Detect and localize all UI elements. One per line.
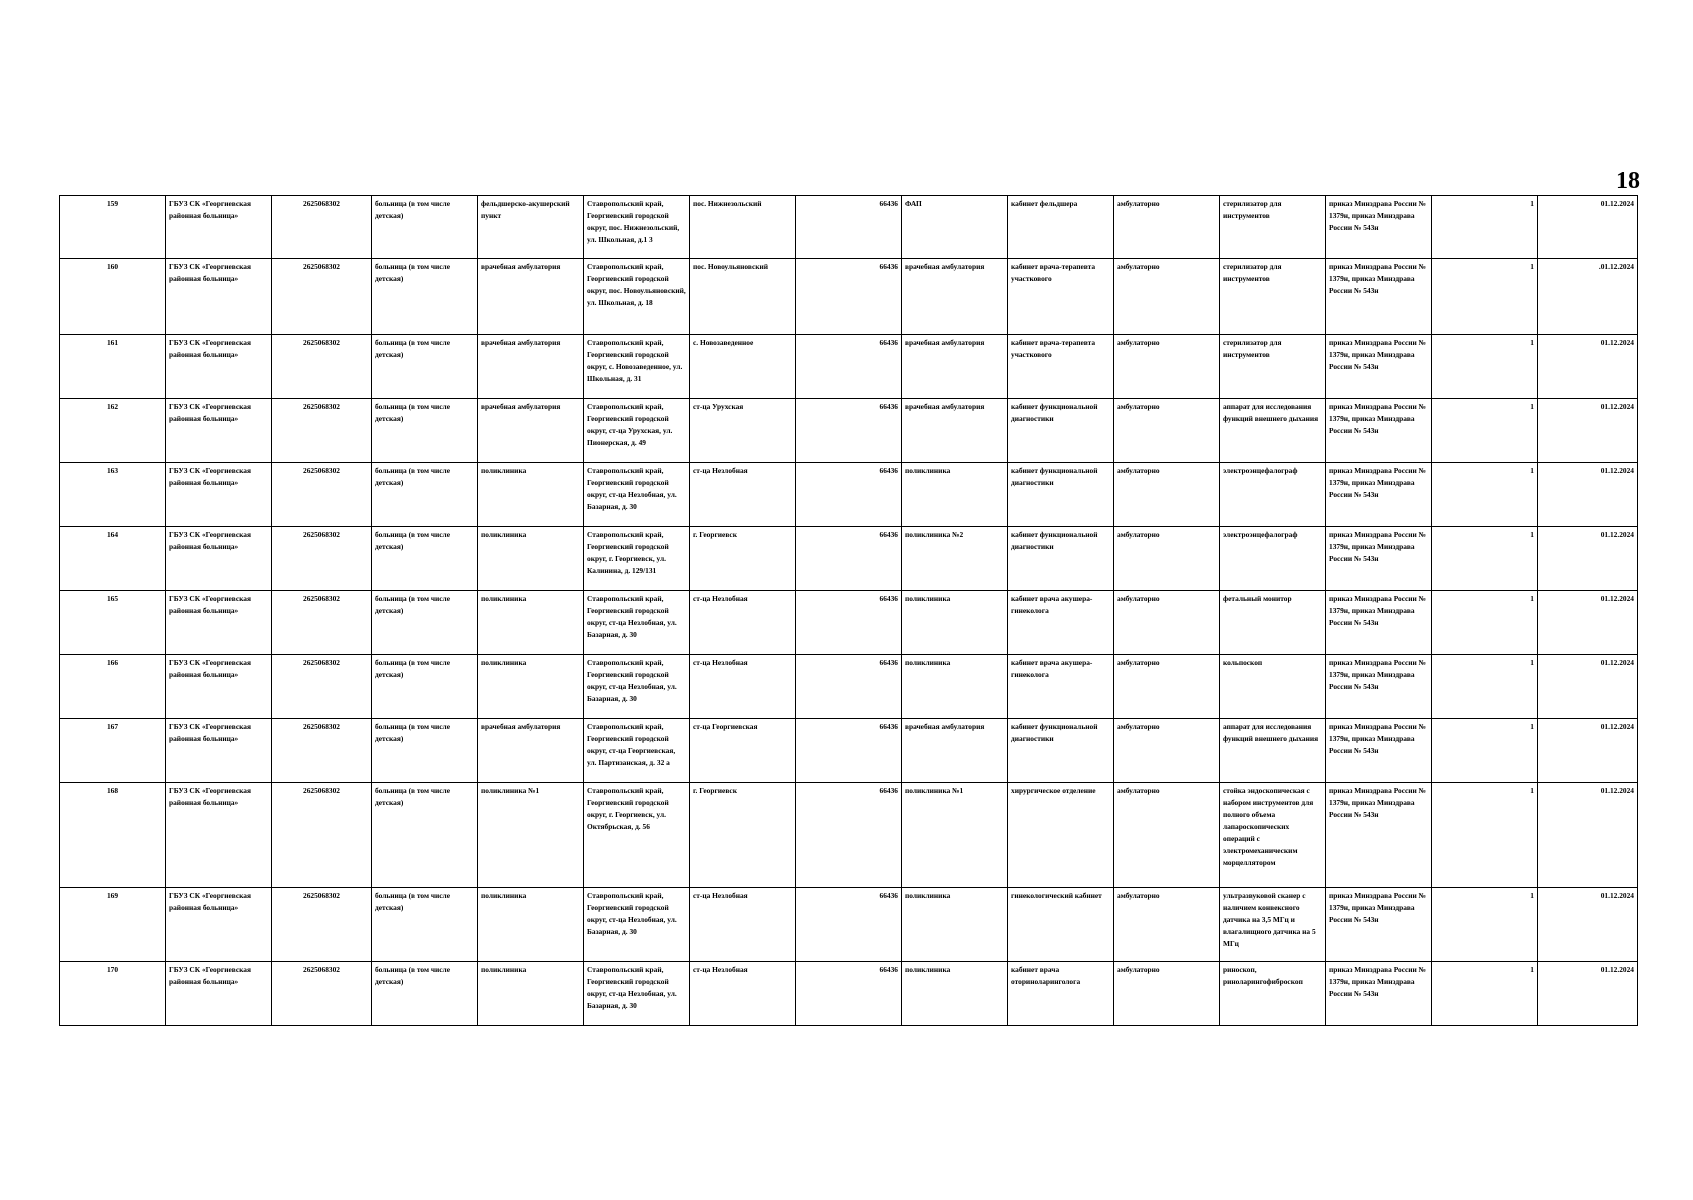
cell-care-mode: амбулаторно: [1114, 655, 1220, 719]
cell-quantity: 1: [1432, 259, 1538, 335]
cell-quantity: 1: [1432, 888, 1538, 962]
cell-organization: ГБУЗ СК «Георгиевская районная больница»: [166, 463, 272, 527]
cell-code: 66436: [796, 399, 902, 463]
cell-code: 66436: [796, 783, 902, 888]
cell-institution-type: больница (в том числе детская): [372, 463, 478, 527]
cell-date: 01.12.2024: [1538, 719, 1638, 783]
cell-institution-type: больница (в том числе детская): [372, 527, 478, 591]
cell-equipment: ультразвуковой сканер с наличием конвексного датчика на 3,5 МГц и влагалищного датчика на 5 МГц: [1220, 888, 1326, 962]
cell-address: Ставропольский край, Георгиевский городской округ, ст-ца Незлобная, ул. Базарная, д. 30: [584, 591, 690, 655]
cell-locality: пос. Нижнезольский: [690, 196, 796, 259]
cell-legal-basis: приказ Минздрава России № 1379н, приказ Минздрава России № 543н: [1326, 719, 1432, 783]
cell-room: кабинет врача акушера-гинеколога: [1008, 591, 1114, 655]
cell-organization: ГБУЗ СК «Георгиевская районная больница»: [166, 259, 272, 335]
cell-address: Ставропольский край, Георгиевский городской округ, пос. Нижнезольский, ул. Школьная, д.1 3: [584, 196, 690, 259]
cell-address: Ставропольский край, Георгиевский городской округ, ст-ца Георгиевская, ул. Партизанская, д. 32 а: [584, 719, 690, 783]
cell-address: Ставропольский край, Георгиевский городской округ, ст-ца Незлобная, ул. Базарная, д. 30: [584, 888, 690, 962]
cell-legal-basis: приказ Минздрава России № 1379н, приказ Минздрава России № 543н: [1326, 591, 1432, 655]
table-row: [60, 399, 1638, 463]
cell-equipment: электроэнцефалограф: [1220, 527, 1326, 591]
cell-care-mode: амбулаторно: [1114, 962, 1220, 1026]
cell-number: 170: [60, 962, 166, 1026]
cell-address: Ставропольский край, Георгиевский городской округ, с. Новозаведенное, ул. Школьная, д. 31: [584, 335, 690, 399]
cell-code: 66436: [796, 196, 902, 259]
page-number: 18: [1616, 168, 1640, 194]
cell-date: 01.12.2024: [1538, 399, 1638, 463]
cell-care-mode: амбулаторно: [1114, 335, 1220, 399]
cell-quantity: 1: [1432, 399, 1538, 463]
cell-inn: 2625068302: [272, 719, 372, 783]
cell-institution-type: больница (в том числе детская): [372, 783, 478, 888]
cell-date: 01.12.2024: [1538, 196, 1638, 259]
cell-inn: 2625068302: [272, 335, 372, 399]
cell-legal-basis: приказ Минздрава России № 1379н, приказ Минздрава России № 543н: [1326, 259, 1432, 335]
cell-quantity: 1: [1432, 719, 1538, 783]
cell-organization: ГБУЗ СК «Георгиевская районная больница»: [166, 196, 272, 259]
cell-code: 66436: [796, 888, 902, 962]
table-row: [60, 196, 1638, 259]
cell-organization: ГБУЗ СК «Георгиевская районная больница»: [166, 591, 272, 655]
cell-room: кабинет врача-терапевта участкового: [1008, 335, 1114, 399]
cell-organization: ГБУЗ СК «Георгиевская районная больница»: [166, 783, 272, 888]
cell-institution-type: больница (в том числе детская): [372, 591, 478, 655]
cell-room: кабинет врача-терапевта участкового: [1008, 259, 1114, 335]
cell-inn: 2625068302: [272, 888, 372, 962]
cell-organization: ГБУЗ СК «Георгиевская районная больница»: [166, 655, 272, 719]
cell-unit: врачебная амбулатория: [478, 399, 584, 463]
cell-care-mode: амбулаторно: [1114, 463, 1220, 527]
cell-date: 01.12.2024: [1538, 463, 1638, 527]
cell-inn: 2625068302: [272, 463, 372, 527]
cell-number: 162: [60, 399, 166, 463]
cell-unit: фельдшерско-акушерский пункт: [478, 196, 584, 259]
cell-number: 166: [60, 655, 166, 719]
cell-code: 66436: [796, 527, 902, 591]
cell-subdivision: поликлиника: [902, 655, 1008, 719]
cell-unit: врачебная амбулатория: [478, 719, 584, 783]
cell-room: хирургическое отделение: [1008, 783, 1114, 888]
cell-locality: г. Георгиевск: [690, 527, 796, 591]
cell-locality: ст-ца Георгиевская: [690, 719, 796, 783]
cell-number: 169: [60, 888, 166, 962]
cell-address: Ставропольский край, Георгиевский городской округ, ст-ца Урухская, ул. Пионерская, д. 49: [584, 399, 690, 463]
registry-table: [59, 195, 1638, 1026]
cell-quantity: 1: [1432, 335, 1538, 399]
table-row: [60, 655, 1638, 719]
cell-legal-basis: приказ Минздрава России № 1379н, приказ Минздрава России № 543н: [1326, 399, 1432, 463]
cell-number: 159: [60, 196, 166, 259]
cell-organization: ГБУЗ СК «Георгиевская районная больница»: [166, 719, 272, 783]
cell-institution-type: больница (в том числе детская): [372, 719, 478, 783]
cell-legal-basis: приказ Минздрава России № 1379н, приказ Минздрава России № 543н: [1326, 335, 1432, 399]
cell-equipment: электроэнцефалограф: [1220, 463, 1326, 527]
cell-code: 66436: [796, 655, 902, 719]
cell-number: 167: [60, 719, 166, 783]
cell-inn: 2625068302: [272, 259, 372, 335]
cell-subdivision: врачебная амбулатория: [902, 259, 1008, 335]
cell-legal-basis: приказ Минздрава России № 1379н, приказ Минздрава России № 543н: [1326, 196, 1432, 259]
cell-inn: 2625068302: [272, 527, 372, 591]
cell-date: 01.12.2024: [1538, 962, 1638, 1026]
table-row: [60, 335, 1638, 399]
cell-date: 01.12.2024: [1538, 888, 1638, 962]
table-row: [60, 591, 1638, 655]
cell-subdivision: поликлиника: [902, 888, 1008, 962]
cell-subdivision: поликлиника: [902, 463, 1008, 527]
cell-number: 163: [60, 463, 166, 527]
cell-legal-basis: приказ Минздрава России № 1379н, приказ Минздрава России № 543н: [1326, 783, 1432, 888]
cell-legal-basis: приказ Минздрава России № 1379н, приказ Минздрава России № 543н: [1326, 527, 1432, 591]
cell-organization: ГБУЗ СК «Георгиевская районная больница»: [166, 962, 272, 1026]
cell-code: 66436: [796, 591, 902, 655]
cell-inn: 2625068302: [272, 655, 372, 719]
cell-equipment: кольпоскоп: [1220, 655, 1326, 719]
table-row: [60, 719, 1638, 783]
cell-locality: г. Георгиевск: [690, 783, 796, 888]
cell-number: 165: [60, 591, 166, 655]
cell-equipment: стойка эндоскопическая с набором инструментов для полного объема лапароскопических операций с электромеханическим морцеллятором: [1220, 783, 1326, 888]
cell-unit: поликлиника: [478, 463, 584, 527]
cell-legal-basis: приказ Минздрава России № 1379н, приказ Минздрава России № 543н: [1326, 962, 1432, 1026]
cell-locality: ст-ца Незлобная: [690, 591, 796, 655]
cell-date: 01.12.2024: [1538, 655, 1638, 719]
cell-inn: 2625068302: [272, 399, 372, 463]
cell-unit: врачебная амбулатория: [478, 335, 584, 399]
cell-inn: 2625068302: [272, 591, 372, 655]
cell-code: 66436: [796, 463, 902, 527]
cell-subdivision: врачебная амбулатория: [902, 335, 1008, 399]
cell-institution-type: больница (в том числе детская): [372, 196, 478, 259]
cell-equipment: риноскоп, риноларингофиброскоп: [1220, 962, 1326, 1026]
cell-subdivision: врачебная амбулатория: [902, 399, 1008, 463]
cell-institution-type: больница (в том числе детская): [372, 655, 478, 719]
cell-quantity: 1: [1432, 655, 1538, 719]
cell-care-mode: амбулаторно: [1114, 888, 1220, 962]
table-row: [60, 259, 1638, 335]
cell-code: 66436: [796, 719, 902, 783]
cell-date: 01.12.2024: [1538, 783, 1638, 888]
cell-care-mode: амбулаторно: [1114, 259, 1220, 335]
cell-quantity: 1: [1432, 591, 1538, 655]
cell-legal-basis: приказ Минздрава России № 1379н, приказ Минздрава России № 543н: [1326, 655, 1432, 719]
cell-number: 161: [60, 335, 166, 399]
cell-care-mode: амбулаторно: [1114, 783, 1220, 888]
cell-inn: 2625068302: [272, 196, 372, 259]
cell-subdivision: поликлиника: [902, 962, 1008, 1026]
cell-legal-basis: приказ Минздрава России № 1379н, приказ Минздрава России № 543н: [1326, 888, 1432, 962]
cell-code: 66436: [796, 259, 902, 335]
cell-number: 160: [60, 259, 166, 335]
cell-care-mode: амбулаторно: [1114, 719, 1220, 783]
cell-equipment: стерилизатор для инструментов: [1220, 335, 1326, 399]
cell-unit: поликлиника: [478, 888, 584, 962]
cell-equipment: аппарат для исследования функций внешнего дыхания: [1220, 399, 1326, 463]
cell-date: 01.12.2024: [1538, 527, 1638, 591]
cell-equipment: фетальный монитор: [1220, 591, 1326, 655]
cell-address: Ставропольский край, Георгиевский городской округ, ст-ца Незлобная, ул. Базарная, д. 30: [584, 655, 690, 719]
cell-organization: ГБУЗ СК «Георгиевская районная больница»: [166, 335, 272, 399]
cell-subdivision: ФАП: [902, 196, 1008, 259]
cell-room: кабинет врача оториноларинголога: [1008, 962, 1114, 1026]
table-body: [60, 196, 1638, 1026]
cell-organization: ГБУЗ СК «Георгиевская районная больница»: [166, 399, 272, 463]
cell-locality: ст-ца Незлобная: [690, 463, 796, 527]
cell-date: 01.12.2024: [1538, 591, 1638, 655]
cell-date: .01.12.2024: [1538, 259, 1638, 335]
cell-code: 66436: [796, 335, 902, 399]
cell-quantity: 1: [1432, 196, 1538, 259]
cell-locality: с. Новозаведенное: [690, 335, 796, 399]
cell-care-mode: амбулаторно: [1114, 196, 1220, 259]
cell-organization: ГБУЗ СК «Георгиевская районная больница»: [166, 888, 272, 962]
table-row: [60, 783, 1638, 888]
cell-subdivision: врачебная амбулатория: [902, 719, 1008, 783]
cell-locality: ст-ца Урухская: [690, 399, 796, 463]
cell-unit: врачебная амбулатория: [478, 259, 584, 335]
table-row: [60, 962, 1638, 1026]
cell-institution-type: больница (в том числе детская): [372, 888, 478, 962]
cell-address: Ставропольский край, Георгиевский городской округ, ст-ца Незлобная, ул. Базарная, д. 30: [584, 962, 690, 1026]
cell-institution-type: больница (в том числе детская): [372, 335, 478, 399]
table-row: [60, 527, 1638, 591]
cell-locality: пос. Новоульяновский: [690, 259, 796, 335]
cell-legal-basis: приказ Минздрава России № 1379н, приказ Минздрава России № 543н: [1326, 463, 1432, 527]
cell-address: Ставропольский край, Георгиевский городской округ, пос. Новоульяновский, ул. Школьная, д. 18: [584, 259, 690, 335]
cell-institution-type: больница (в том числе детская): [372, 962, 478, 1026]
cell-unit: поликлиника: [478, 591, 584, 655]
cell-subdivision: поликлиника: [902, 591, 1008, 655]
cell-unit: поликлиника: [478, 962, 584, 1026]
table-row: [60, 463, 1638, 527]
cell-room: кабинет функциональной диагностики: [1008, 399, 1114, 463]
table-row: [60, 888, 1638, 962]
cell-number: 168: [60, 783, 166, 888]
cell-subdivision: поликлиника №2: [902, 527, 1008, 591]
cell-room: кабинет функциональной диагностики: [1008, 527, 1114, 591]
cell-care-mode: амбулаторно: [1114, 591, 1220, 655]
cell-care-mode: амбулаторно: [1114, 399, 1220, 463]
cell-equipment: аппарат для исследования функций внешнего дыхания: [1220, 719, 1326, 783]
cell-quantity: 1: [1432, 463, 1538, 527]
cell-locality: ст-ца Незлобная: [690, 888, 796, 962]
cell-organization: ГБУЗ СК «Георгиевская районная больница»: [166, 527, 272, 591]
cell-locality: ст-ца Незлобная: [690, 655, 796, 719]
cell-date: 01.12.2024: [1538, 335, 1638, 399]
cell-inn: 2625068302: [272, 962, 372, 1026]
cell-room: кабинет фельдшера: [1008, 196, 1114, 259]
cell-equipment: стерилизатор для инструментов: [1220, 196, 1326, 259]
cell-care-mode: амбулаторно: [1114, 527, 1220, 591]
cell-quantity: 1: [1432, 783, 1538, 888]
cell-address: Ставропольский край, Георгиевский городской округ, ст-ца Незлобная, ул. Базарная, д. 30: [584, 463, 690, 527]
cell-address: Ставропольский край, Георгиевский городской округ, г. Георгиевск, ул. Калинина, д. 129/131: [584, 527, 690, 591]
cell-inn: 2625068302: [272, 783, 372, 888]
cell-institution-type: больница (в том числе детская): [372, 259, 478, 335]
cell-unit: поликлиника: [478, 527, 584, 591]
cell-institution-type: больница (в том числе детская): [372, 399, 478, 463]
cell-room: кабинет функциональной диагностики: [1008, 463, 1114, 527]
cell-equipment: стерилизатор для инструментов: [1220, 259, 1326, 335]
cell-quantity: 1: [1432, 527, 1538, 591]
cell-unit: поликлиника №1: [478, 783, 584, 888]
cell-room: кабинет врача акушера-гинеколога: [1008, 655, 1114, 719]
cell-subdivision: поликлиника №1: [902, 783, 1008, 888]
cell-address: Ставропольский край, Георгиевский городской округ, г. Георгиевск, ул. Октябрьская, д. 56: [584, 783, 690, 888]
cell-room: кабинет функциональной диагностики: [1008, 719, 1114, 783]
cell-number: 164: [60, 527, 166, 591]
cell-room: гинекологический кабинет: [1008, 888, 1114, 962]
cell-quantity: 1: [1432, 962, 1538, 1026]
cell-locality: ст-ца Незлобная: [690, 962, 796, 1026]
cell-code: 66436: [796, 962, 902, 1026]
cell-unit: поликлиника: [478, 655, 584, 719]
